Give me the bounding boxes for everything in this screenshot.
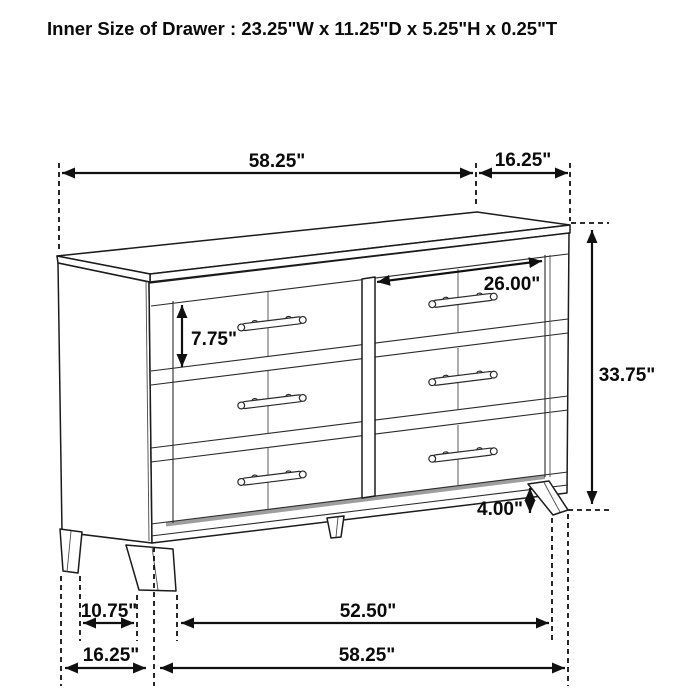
label-top-width: 58.25" xyxy=(248,151,306,172)
dresser-illustration xyxy=(57,212,570,591)
diagram-title: Inner Size of Drawer : 23.25"W x 11.25"D x 5.25"H x 0.25"T xyxy=(47,18,558,39)
label-bottom-width: 58.25" xyxy=(338,645,396,666)
front-left-leg xyxy=(126,545,176,591)
label-leg-height: 4.00" xyxy=(477,499,523,520)
label-leg-span: 52.50" xyxy=(339,601,397,622)
label-top-depth: 16.25" xyxy=(494,150,552,171)
label-overall-height: 33.75" xyxy=(598,365,656,386)
label-drawer-width: 26.00" xyxy=(483,274,541,295)
label-bottom-depth: 16.25" xyxy=(82,645,140,666)
center-stile xyxy=(362,277,375,498)
center-leg xyxy=(327,516,344,538)
label-drawer-height: 7.75" xyxy=(191,329,237,350)
label-leg-gap: 10.75" xyxy=(80,601,138,622)
dresser-left-side-panel xyxy=(58,263,152,543)
